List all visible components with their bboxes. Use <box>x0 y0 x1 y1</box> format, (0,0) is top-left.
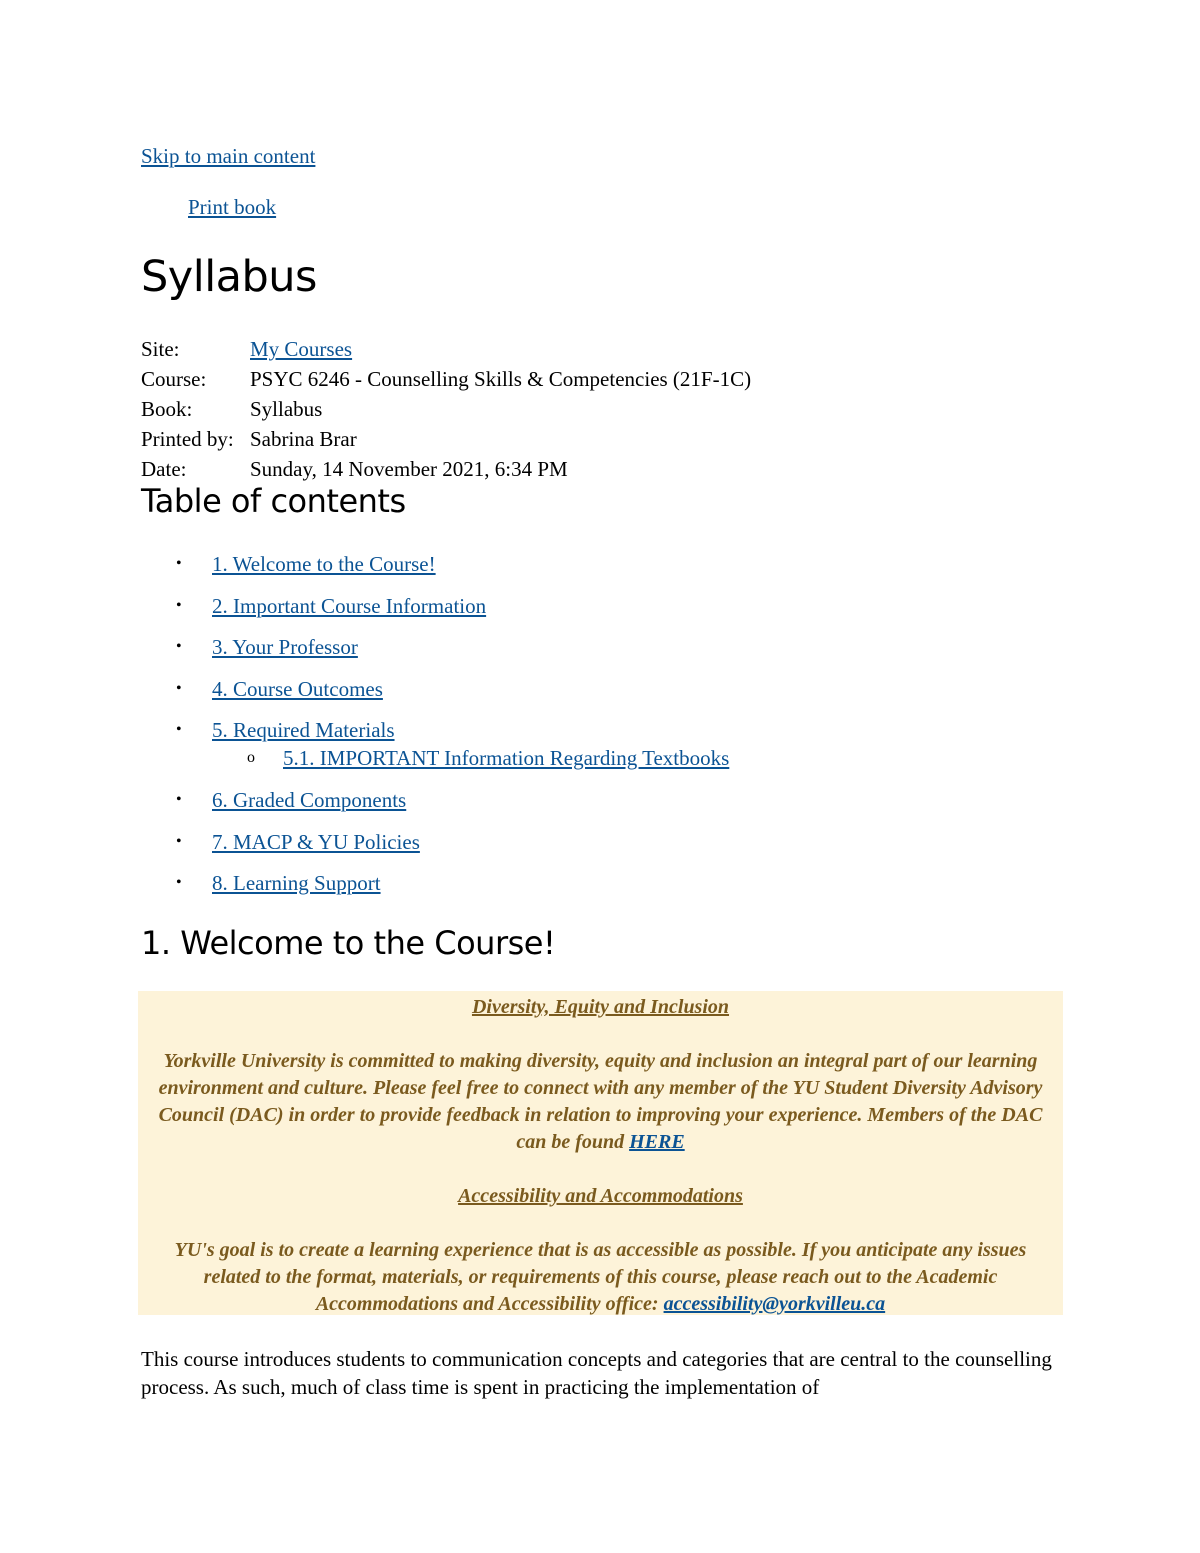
bullet-icon: • <box>176 597 182 614</box>
meta-label: Printed by: <box>141 427 234 451</box>
toc-item <box>176 788 407 812</box>
toc-subitem <box>247 746 730 770</box>
toc-link-materials[interactable]: 5. Required Materials <box>212 718 395 742</box>
toc-item <box>176 552 436 576</box>
toc-link-professor[interactable]: 3. Your Professor <box>212 635 358 659</box>
toc-link-policies[interactable]: 7. MACP & YU Policies <box>212 830 420 854</box>
skip-to-main-link[interactable]: Skip to main content <box>141 144 316 168</box>
accessibility-email-link[interactable]: accessibility@yorkvilleu.ca <box>663 1293 886 1315</box>
meta-row-course <box>141 364 751 394</box>
dei-heading: Diversity, Equity and Inclusion <box>471 996 730 1018</box>
toc-item <box>176 871 381 895</box>
accessibility-text <box>138 1237 1063 1318</box>
toc-link-welcome[interactable]: 1. Welcome to the Course! <box>212 552 436 576</box>
my-courses-link[interactable]: My Courses <box>250 337 353 361</box>
meta-row-site <box>141 334 751 364</box>
meta-row-date <box>141 454 751 484</box>
section-heading: 1. Welcome to the Course! <box>141 924 556 962</box>
intro-paragraph: This course introduces students to communication concepts and categories that are central to the counselling process. As such, much of class time is spent in practicing the implementation of <box>141 1347 1052 1399</box>
toc-item <box>176 718 395 742</box>
toc-item <box>176 594 487 618</box>
dei-text <box>138 1048 1063 1156</box>
meta-label: Date: <box>141 457 187 481</box>
toc-link-graded[interactable]: 6. Graded Components <box>212 788 407 812</box>
page-title: Syllabus <box>141 252 317 302</box>
meta-label: Course: <box>141 367 207 391</box>
book-meta <box>141 334 751 484</box>
toc-item <box>176 677 383 701</box>
bullet-icon: • <box>176 638 182 655</box>
meta-value: Sunday, 14 November 2021, 6:34 PM <box>250 457 568 481</box>
bullet-icon: • <box>176 874 182 891</box>
bullet-icon: • <box>176 680 182 697</box>
bullet-icon: • <box>176 833 182 850</box>
dac-here-link[interactable]: HERE <box>629 1131 685 1153</box>
bullet-icon: • <box>176 721 182 738</box>
meta-label: Site: <box>141 337 180 361</box>
meta-value: Sabrina Brar <box>250 427 357 451</box>
sub-bullet-icon: o <box>247 749 255 766</box>
accessibility-heading: Accessibility and Accommodations <box>458 1185 743 1207</box>
toc-link-course-info[interactable]: 2. Important Course Information <box>212 594 487 618</box>
meta-value: PSYC 6246 - Counselling Skills & Competencies (21F-1C) <box>250 367 752 391</box>
print-book-link[interactable]: Print book <box>188 195 277 219</box>
meta-row-printed-by <box>141 424 751 454</box>
bullet-icon: • <box>176 791 182 808</box>
toc-item <box>176 830 420 854</box>
bullet-icon: • <box>176 555 182 572</box>
dei-body: Yorkville University is committed to making diversity, equity and inclusion an integral part of our learning environment and culture. Please feel free to connect with any member of the YU Student Diversity Advisory Council (DAC) in order to provide feedback in relation to improving your experience. Members of the DAC can be found <box>158 1050 1043 1153</box>
toc-link-learning-support[interactable]: 8. Learning Support <box>212 871 381 895</box>
toc-link-outcomes[interactable]: 4. Course Outcomes <box>212 677 383 701</box>
toc-item <box>176 635 358 659</box>
toc-link-textbooks[interactable]: 5.1. IMPORTANT Information Regarding Textbooks <box>283 746 730 770</box>
meta-label: Book: <box>141 397 193 421</box>
meta-row-book <box>141 394 751 424</box>
toc-heading: Table of contents <box>141 482 406 520</box>
accessibility-body: YU's goal is to create a learning experience that is as accessible as possible. If you anticipate any issues related to the format, materials, or requirements of this course, please reach out to the Academic Accommodations and Accessibility office: <box>174 1239 1027 1315</box>
meta-value: Syllabus <box>250 397 323 421</box>
notice-box <box>138 991 1063 1315</box>
